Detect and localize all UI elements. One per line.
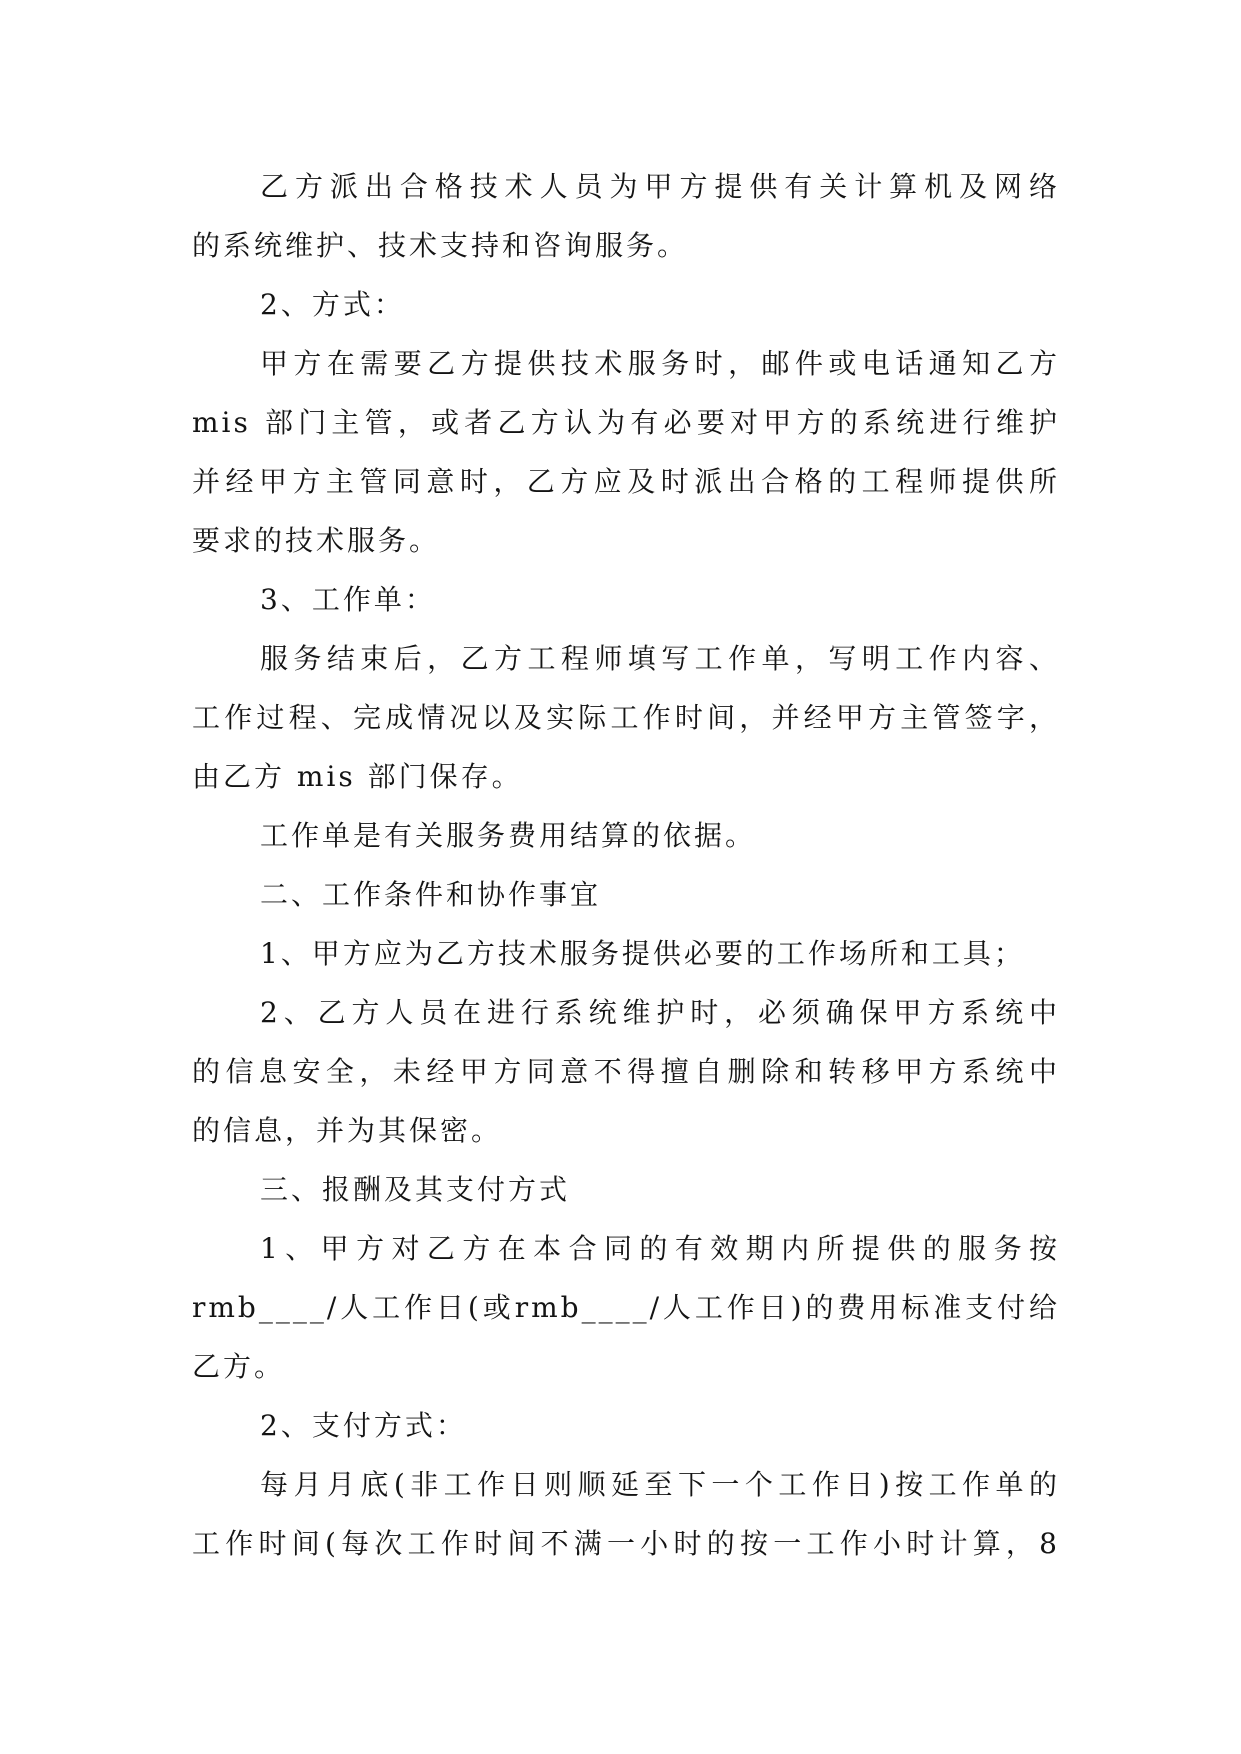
section-heading-text: 2、支付方式： xyxy=(260,1409,467,1442)
paragraph-payment-1 xyxy=(192,1219,1060,1396)
paragraph-method xyxy=(192,334,1060,570)
paragraph-line: 甲方在需要乙方提供技术服务时，邮件或电话通知乙方 xyxy=(260,347,1060,380)
paragraph-line: mis 部门主管，或者乙方认为有必要对甲方的系统进行维护 xyxy=(192,406,1060,439)
paragraph-work-order-basis xyxy=(192,806,1060,865)
paragraph-work-order xyxy=(192,629,1060,806)
section-heading-method xyxy=(192,275,1060,334)
paragraph-line: 要求的技术服务。 xyxy=(192,524,441,557)
paragraph-service-content xyxy=(192,157,1060,275)
paragraph-line: rmb____/人工作日(或rmb____/人工作日)的费用标准支付给 xyxy=(192,1291,1060,1324)
paragraph-payment-method xyxy=(192,1455,1060,1573)
paragraph-line: 1、甲方应为乙方技术服务提供必要的工作场所和工具； xyxy=(260,937,1025,970)
section-heading-text: 二、工作条件和协作事宜 xyxy=(260,878,602,911)
paragraph-line: 每月月底(非工作日则顺延至下一个工作日)按工作单的 xyxy=(260,1468,1060,1501)
paragraph-line: 1、甲方对乙方在本合同的有效期内所提供的服务按 xyxy=(260,1232,1060,1265)
section-heading-payment xyxy=(192,1160,1060,1219)
paragraph-line: 工作过程、完成情况以及实际工作时间，并经甲方主管签字， xyxy=(192,701,1060,734)
paragraph-condition-1 xyxy=(192,924,1060,983)
document-body xyxy=(192,157,1060,1573)
section-heading-text: 3、工作单： xyxy=(260,583,436,616)
section-heading-payment-method xyxy=(192,1396,1060,1455)
section-heading-text: 三、报酬及其支付方式 xyxy=(260,1173,571,1206)
paragraph-line: 乙方。 xyxy=(192,1350,286,1383)
section-heading-work-order xyxy=(192,570,1060,629)
paragraph-line: 的信息安全，未经甲方同意不得擅自删除和转移甲方系统中 xyxy=(192,1055,1060,1088)
section-heading-work-conditions xyxy=(192,865,1060,924)
paragraph-line: 服务结束后，乙方工程师填写工作单，写明工作内容、 xyxy=(260,642,1060,675)
paragraph-line: 的系统维护、技术支持和咨询服务。 xyxy=(192,229,689,262)
paragraph-line: 并经甲方主管同意时，乙方应及时派出合格的工程师提供所 xyxy=(192,465,1060,498)
paragraph-line: 的信息，并为其保密。 xyxy=(192,1114,503,1147)
paragraph-condition-2 xyxy=(192,983,1060,1160)
paragraph-line: 工作时间(每次工作时间不满一小时的按一工作小时计算，8 xyxy=(192,1527,1060,1560)
paragraph-line: 乙方派出合格技术人员为甲方提供有关计算机及网络 xyxy=(260,170,1060,203)
section-heading-text: 2、方式： xyxy=(260,288,405,321)
paragraph-line: 由乙方 mis 部门保存。 xyxy=(192,760,523,793)
paragraph-line: 2、乙方人员在进行系统维护时，必须确保甲方系统中 xyxy=(260,996,1060,1029)
paragraph-line: 工作单是有关服务费用结算的依据。 xyxy=(260,819,757,852)
